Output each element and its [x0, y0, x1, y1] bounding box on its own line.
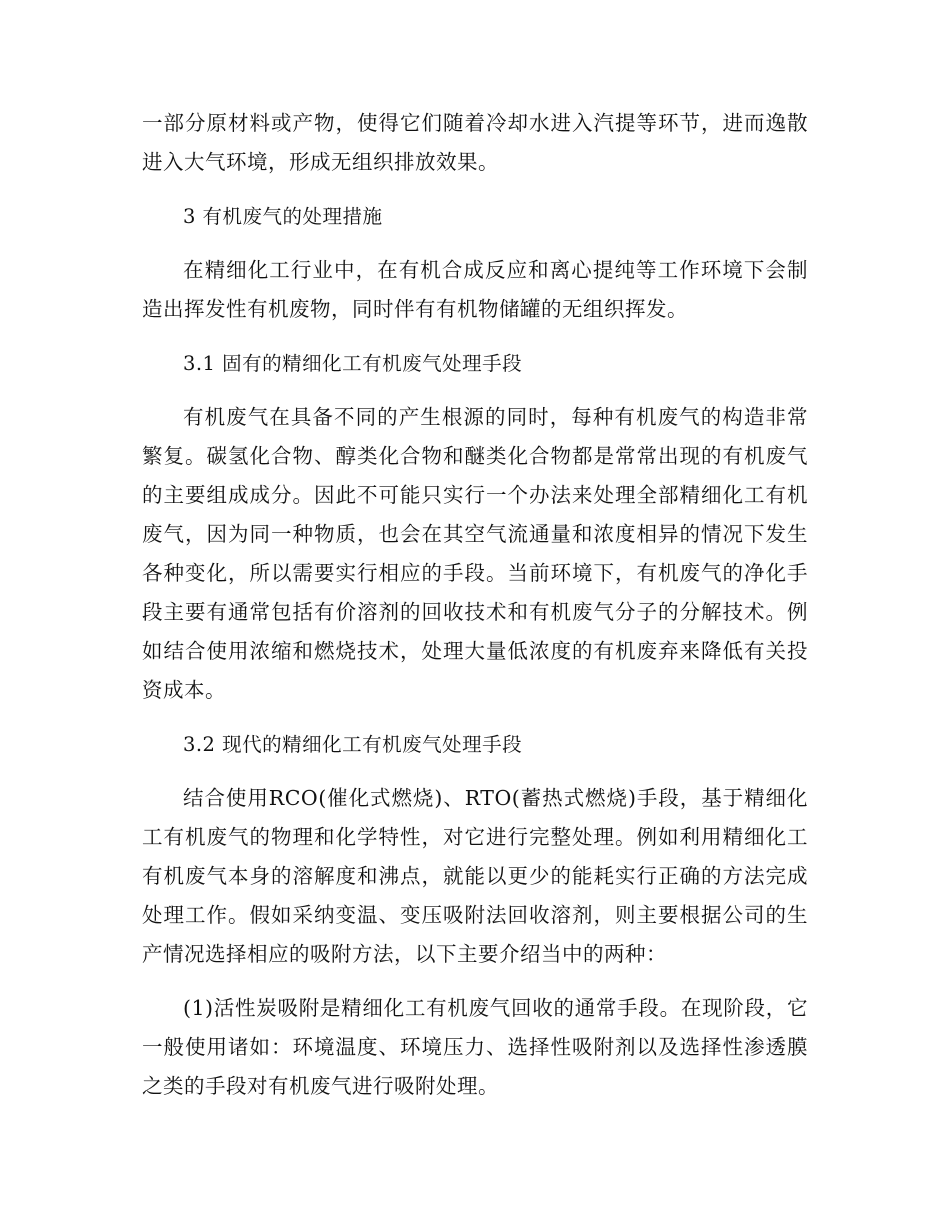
- spacer: [142, 764, 808, 779]
- paragraph-list-item-1: (1)活性炭吸附是精细化工有机废气回收的通常手段。在现阶段，它一般使用诸如：环境温度、环境压力、选择性吸附剂以及选择性渗透膜之类的手段对有机废气进行吸附处理。: [142, 996, 808, 1098]
- paragraph-continuation: 一部分原材料或产物，使得它们随着冷却水进入汽提等环节，进而逸散进入大气环境，形成无组织排放效果。: [142, 111, 808, 174]
- spacer: [142, 383, 808, 398]
- paragraph-section-3-2: 结合使用RCO(催化式燃烧)、RTO(蓄热式燃烧)手段，基于精细化工有机废气的物理和化学特性，对它进行完整处理。例如利用精细化工有机废气本身的溶解度和沸点，就能以更少的能耗实行正确的方法完成处理工作。假如采纳变温、变压吸附法回收溶剂，则主要根据公司的生产情况选择相应的吸附方法，以下主要介绍当中的两种：: [142, 786, 808, 966]
- spacer: [142, 236, 808, 251]
- section-heading-3-1: 3.1 固有的精细化工有机废气处理手段: [182, 352, 523, 375]
- section-heading-3-2: 3.2 现代的精细化工有机废气处理手段: [182, 733, 523, 756]
- spacer: [142, 974, 808, 989]
- spacer: [142, 182, 808, 197]
- spacer: [142, 710, 808, 725]
- document-page: [142, 104, 808, 1106]
- section-heading-3: 3 有机废气的处理措施: [182, 205, 383, 228]
- paragraph-section-3-intro: 在精细化工行业中，在有机合成反应和离心提纯等工作环境下会制造出挥发性有机废物，同时伴有有机物储罐的无组织挥发。: [142, 258, 808, 321]
- paragraph-section-3-1: 有机废气在具备不同的产生根源的同时，每种有机废气的构造非常繁复。碳氢化合物、醇类化合物和醚类化合物都是常常出现的有机废气的主要组成成分。因此不可能只实行一个办法来处理全部精细化工有机废气，因为同一种物质，也会在其空气流通量和浓度相异的情况下发生各种变化，所以需要实行相应的手段。当前环境下，有机废气的净化手段主要有通常包括有价溶剂的回收技术和有机废气分子的分解技术。例如结合使用浓缩和燃烧技术，处理大量低浓度的有机废弃来降低有关投资成本。: [142, 405, 808, 702]
- spacer: [142, 329, 808, 344]
